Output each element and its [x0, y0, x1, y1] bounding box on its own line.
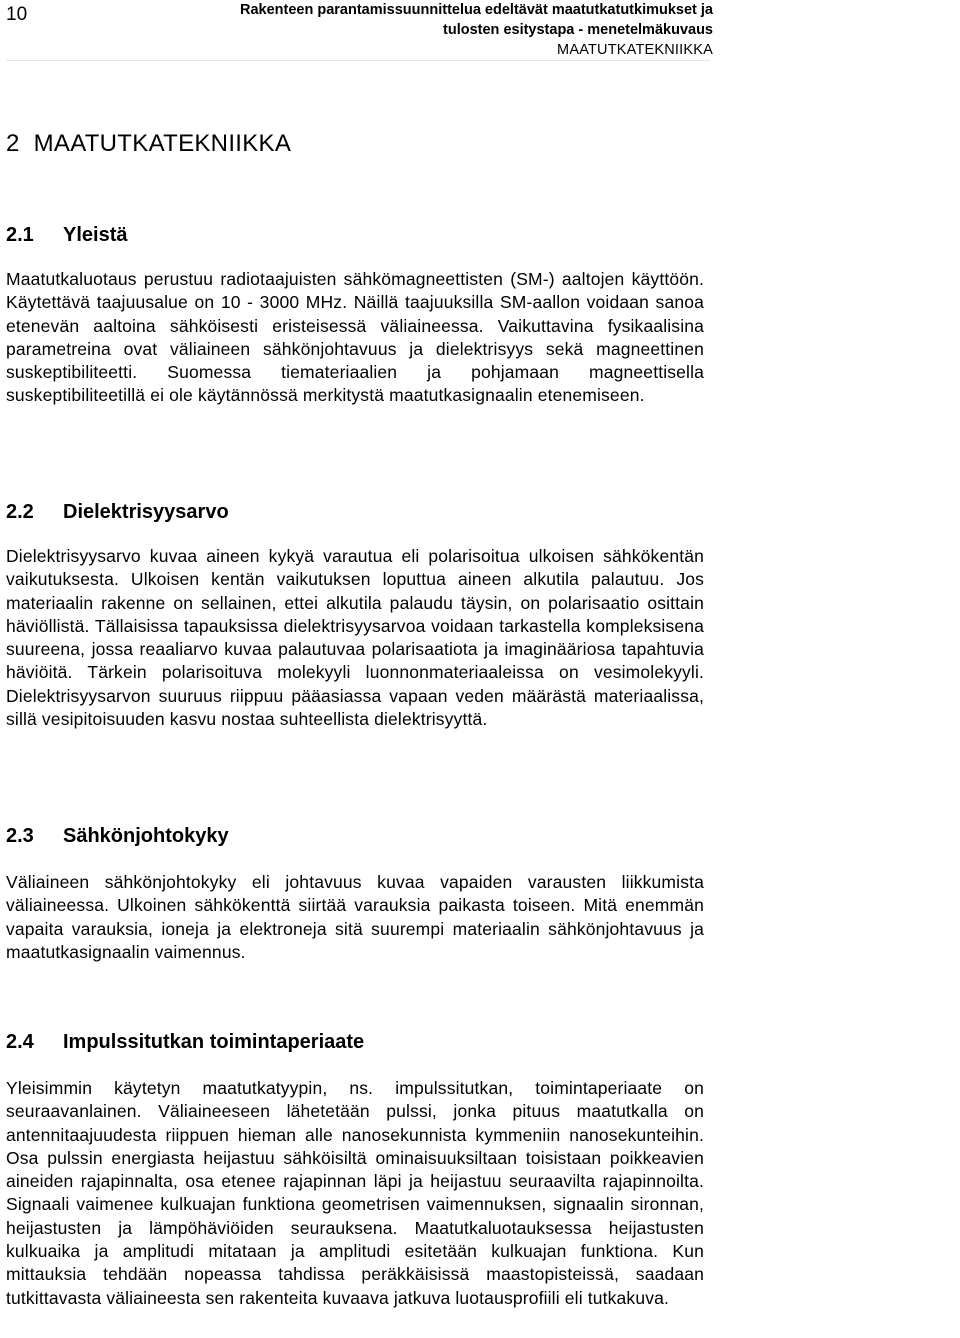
- chapter-title-text: MAATUTKATEKNIIKKA: [33, 130, 292, 157]
- section-heading-impulssitutka: [6, 1031, 364, 1054]
- section-body-yleista: Maatutkaluotaus perustuu radiotaajuisten sähkömagneettisten (SM-) aaltojen käyttöön. Käytettävä taajuusalue on 10 - 3000 MHz. Näillä taajuuksilla SM-aallon voidaan sanoa etenevän aaltoina sähköisesti eristeisessä väliaineessa. Vaikuttavina fysikaalisina parametreina ovat väliaineen sähkönjohtavuus ja dielektrisyys sekä magneettinen suskeptibiliteetti. Suomessa tiemateriaalien ja pohjamaan magneettisella suskeptibiliteetillä ei ole käytännössä merkitystä maatutkasignaalin etenemiseen.: [6, 269, 704, 406]
- section-number: 2.2: [6, 501, 34, 523]
- section-title: Yleistä: [63, 224, 128, 246]
- running-header-subtitle: MAATUTKATEKNIIKKA: [557, 42, 713, 58]
- section-number: 2.1: [6, 224, 34, 246]
- section-number: 2.4: [6, 1031, 34, 1053]
- running-header-title-line1: Rakenteen parantamissuunnittelua edeltävät maatutkatutkimukset ja: [239, 2, 713, 18]
- chapter-number: 2: [6, 130, 20, 157]
- section-body-impulssitutka: Yleisimmin käytetyn maatutkatyypin, ns. impulssitutkan, toimintaperiaate on seuraavanlainen. Väliaineeseen lähetetään pulssi, jonka pituus maatutkalla on antennitaajuudesta riippuen hieman alle nanosekunnista kymmeniin nanosekunteihin. Osa pulssin energiasta heijastuu sähköisiltä ominaisuuksiltaan toisistaan poikkeavien aineiden rajapinnalta, osa etenee rajapinnan läpi ja heijastuu seuraavilta rajapinnoilta. Signaali vaimenee kulkuajan funktiona geometrisen vaimennuksen, signaalin sironnan, heijastusten ja lämpöhäviöiden seurauksena. Maatutkaluotauksessa heijastusten kulkuaika ja amplitudi mitataan ja amplitudi esitetään kulkuajan funktiona. Kun mittauksia tehdään nopeassa tahdissa peräkkäisissä maastopisteissä, saadaan tutkittavasta väliaineesta sen rakenteita kuvaava jatkuva luotausprofiili eli tutkakuva.: [6, 1078, 704, 1308]
- section-title: Dielektrisyysarvo: [63, 501, 229, 523]
- section-title: Sähkönjohtokyky: [63, 825, 229, 847]
- section-body-sahkonjohtokyky: Väliaineen sähkönjohtokyky eli johtavuus kuvaa vapaiden varausten liikkumista väliaineessa. Ulkoinen sähkökenttä siirtää varauksia paikasta toiseen. Mitä enemmän vapaita varauksia, ioneja ja elektroneja sitä suurempi materiaalin sähkönjohtavuus ja maatutkasignaalin vaimennus.: [6, 872, 704, 962]
- page-number: 10: [6, 4, 28, 25]
- running-header-title-line2: tulosten esitystapa - menetelmäkuvaus: [443, 22, 713, 38]
- running-header: [240, 0, 713, 60]
- section-title: Impulssitutkan toimintaperiaate: [63, 1031, 365, 1053]
- section-heading-yleista: [6, 224, 127, 247]
- section-number: 2.3: [6, 825, 34, 847]
- section-heading-dielektrisyysarvo: [6, 501, 229, 524]
- section-body-dielektrisyysarvo: Dielektrisyysarvo kuvaa aineen kykyä varautua eli polarisoitua ulkoisen sähkökentän vaikutuksesta. Ulkoisen kentän vaikutuksen loputtua aineen alkutila palautuu. Jos materiaalin rakenne on sellainen, ettei alkutila palaudu täysin, on polarisaatio osittain häviöllistä. Tällaisissa tapauksissa dielektrisyysarvoa voidaan tarkastella kompleksisena suureena, jossa reaaliarvo kuvaa palautuvaa polarisaatiota ja imaginääriosa tapahtuvia häviöitä. Tärkein polarisoituva molekyyli luonnonmateriaaleissa on vesimolekyyli. Dielektrisyysarvon suuruus riippuu pääasiassa vapaan veden määrästä materiaalissa, sillä vesipitoisuuden kasvu nostaa suhteellista dielektrisyyttä.: [6, 546, 704, 730]
- chapter-title: [6, 130, 291, 158]
- header-divider: [6, 60, 710, 61]
- section-heading-sahkonjohtokyky: [6, 825, 229, 848]
